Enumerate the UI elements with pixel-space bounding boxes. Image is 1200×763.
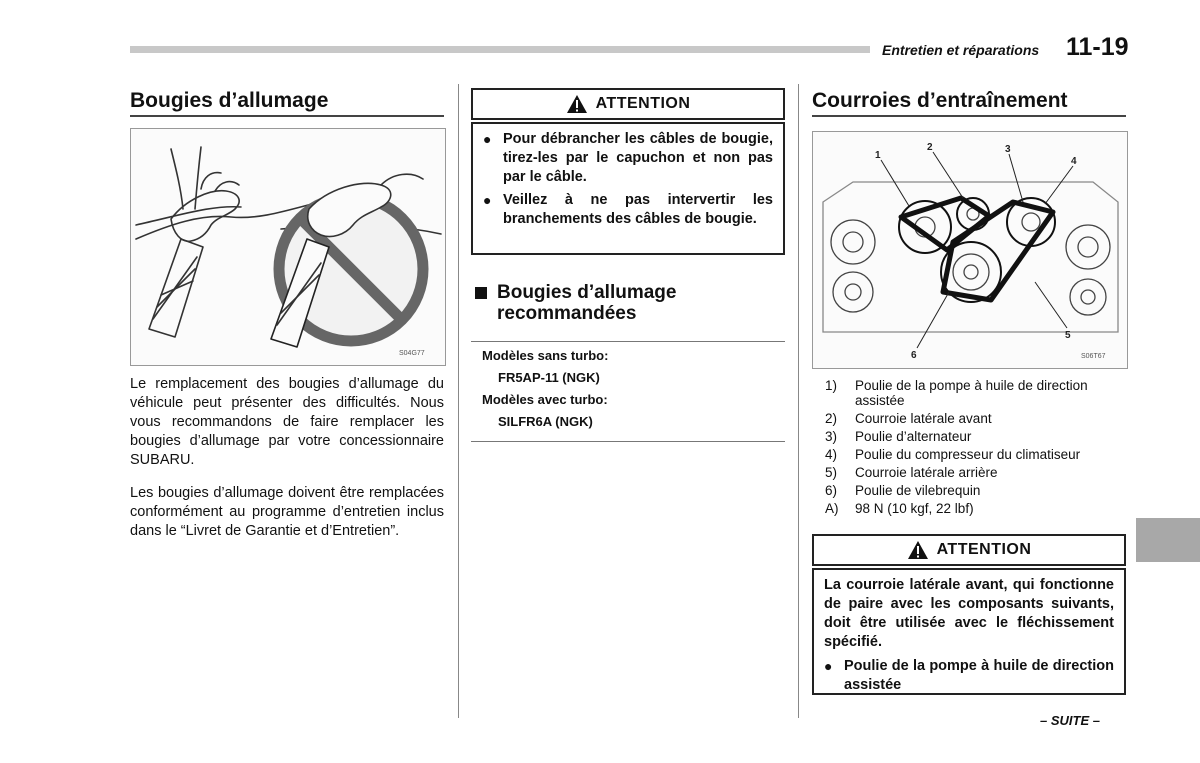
right-heading-rule [812, 115, 1126, 117]
legend-item: 2) Courroie latérale avant [825, 411, 992, 426]
left-paragraph-2: Les bougies d’allumage doivent être remplacées conformément au programme d’entretien inclus dans le “Livret de Garantie et d’Entretien”. [130, 485, 444, 539]
figure-callout: 4 [1071, 156, 1077, 167]
column-divider-right [798, 84, 799, 718]
figure-code: S04G77 [399, 350, 425, 357]
figure-callout: 5 [1065, 330, 1071, 341]
section-title: Entretien et réparations [882, 42, 1040, 58]
legend-item: 4) Poulie du compresseur du climatiseur [825, 447, 1081, 462]
attention-box [812, 568, 1126, 695]
bullet-icon: ● [483, 131, 492, 147]
left-heading: Bougies d’allumage [130, 89, 329, 112]
drive-belt-figure [812, 131, 1128, 369]
spec-value-turbo: SILFR6A (NGK) [498, 414, 593, 429]
left-paragraph-1: Le remplacement des bougies d’allumage du véhicule peut présenter des difficultés. Nous vous recommandons de faire remplacer les bougies d’allumage par votre concessionnaire SUBARU. [130, 376, 444, 468]
page-number: 11-19 [1066, 33, 1129, 61]
attention-item: ● Veillez à ne pas intervertir les branchements des câbles de bougie. [483, 192, 773, 227]
legend-item: 5) Courroie latérale arrière [825, 465, 998, 480]
drive-belt-illustration [813, 132, 1127, 368]
attention-label: ATTENTION [595, 95, 691, 112]
warning-triangle-icon [907, 540, 929, 560]
subsection-square-icon [475, 287, 487, 299]
right-heading: Courroies d’entraînement [812, 89, 1068, 112]
subsection-rule-bottom [471, 441, 785, 442]
spark-plug-figure [130, 128, 446, 366]
figure-callout: 1 [875, 150, 881, 161]
spec-label-turbo: Modèles avec turbo: [482, 392, 608, 407]
spec-label-no-turbo: Modèles sans turbo: [482, 348, 609, 363]
attention-label: ATTENTION [936, 541, 1032, 558]
bullet-icon: ● [483, 192, 492, 208]
figure-legend [825, 378, 1127, 516]
attention-item: ● Pour débrancher les câbles de bougie, tirez-les par le capuchon et non pas par le câble. [483, 131, 773, 185]
attention-header [812, 534, 1126, 566]
figure-code: S06T67 [1081, 353, 1106, 360]
bullet-icon: ● [824, 658, 833, 674]
column-divider-left [458, 84, 459, 718]
figure-callout: 3 [1005, 144, 1011, 155]
legend-item: A) 98 N (10 kgf, 22 lbf) [825, 501, 974, 516]
figure-callout: 2 [927, 142, 933, 153]
subsection-title: Bougies d’allumage recommandées [497, 282, 677, 324]
legend-item: 3) Poulie d’alternateur [825, 429, 972, 444]
spark-plug-illustration [131, 129, 445, 365]
chapter-thumb-tab [1136, 518, 1200, 562]
header-bar [130, 46, 870, 53]
left-heading-rule [130, 115, 444, 117]
legend-item: 6) Poulie de vilebrequin [825, 483, 981, 498]
continued-marker: – SUITE – [1040, 713, 1100, 728]
legend-item: 1) Poulie de la pompe à huile de direction assistée [825, 378, 1088, 408]
attention-header [471, 88, 785, 120]
attention-text: La courroie latérale avant, qui fonctionne de paire avec les composants suivants, doit être utilisée avec le fléchissement spécifié. [824, 577, 1114, 650]
figure-callout: 6 [911, 350, 917, 361]
attention-item: ● Poulie de la pompe à huile de direction assistée [824, 658, 1114, 693]
subsection-rule-top [471, 341, 785, 342]
attention-box [471, 122, 785, 255]
warning-triangle-icon [566, 94, 588, 114]
spec-value-no-turbo: FR5AP-11 (NGK) [498, 370, 600, 385]
